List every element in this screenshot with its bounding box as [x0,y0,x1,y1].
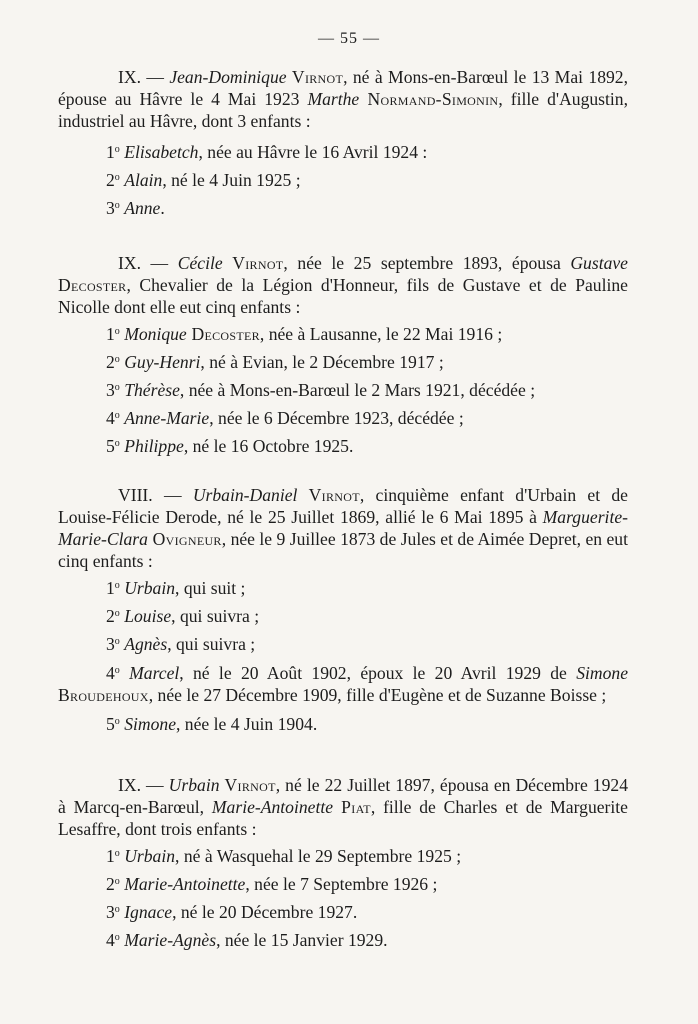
child-details: , née au Hâvre le 16 Avril 1924 : [198,142,428,162]
child-details: , née à Mons-en-Barœul le 2 Mars 1921, décédée ; [179,380,536,400]
child-name: Marie-Antoinette [124,874,246,894]
child-details: , née le 27 Décembre 1909, fille d'Eugène et de Suzanne Boisse ; [148,685,607,705]
child-number: 2 [106,874,115,894]
child-name: Urbain [124,846,176,866]
child-number: 1 [106,324,115,344]
section-intro [58,484,628,572]
generation-label: IX. — [118,67,170,87]
generation-label: IX. — [118,253,178,273]
child-item [58,348,628,376]
child-item [58,432,628,460]
child-name: Marcel [129,663,180,683]
child-number: 4 [106,930,115,950]
child-details: , né à Wasquehal le 29 Septembre 1925 ; [175,846,462,866]
surname: Virnot [222,253,284,273]
child-item [58,404,628,432]
child-item [58,376,628,404]
page-number: — 55 — [318,30,380,47]
child-details: , qui suivra ; [171,606,260,626]
child-item [58,710,628,738]
child-name: Agnès [124,634,168,654]
child-item [58,630,628,658]
spouse-surname: Piat [333,797,371,817]
ordinal-marker: o [114,876,120,887]
child-name: Marie-Agnès [124,930,217,950]
spouse-surname: Ovigneur [147,529,222,549]
section-intro [58,66,628,132]
intro-text: , cinquième enfant d'Urbain et de Louise-Félicie Derode, né le 25 Juillet 1869, allié le 6 Mai 1895 à [58,485,628,527]
ordinal-marker: o [114,354,120,365]
child-details: , qui suivra ; [167,634,256,654]
child-name: Anne-Marie [124,408,210,428]
section-urbain [58,774,628,954]
child-details: , née le 7 Septembre 1926 ; [245,874,438,894]
child-name: Elisabetch [124,142,199,162]
child-item [58,870,628,898]
ordinal-marker: o [114,326,120,337]
ordinal-marker: o [114,636,120,647]
intro-text: , fille de Charles et de Marguerite Lesaffre, dont trois enfants : [58,797,628,839]
ordinal-marker: o [114,716,120,727]
surname: Virnot [297,485,360,505]
child-number: 5 [106,714,115,734]
child-details: , né le 4 Juin 1925 ; [162,170,301,190]
child-surname: Decoster [186,324,260,344]
child-details: , née le 6 Décembre 1923, décédée ; [209,408,464,428]
surname: Virnot [286,67,344,87]
child-details: , né le 16 Octobre 1925. [183,436,354,456]
child-details: , né le 20 Décembre 1927. [172,902,358,922]
intro-text: , fille d'Augustin, industriel au Hâvre, dont 3 enfants : [58,89,628,131]
intro-text: , Chevalier de la Légion d'Honneur, fils de Gustave et de Pauline Nicolle dont elle eut cinq enfants : [58,275,628,317]
child-name: Ignace [124,902,173,922]
child-item [58,574,628,602]
section-jean-dominique [58,66,628,222]
section-cecile [58,252,628,460]
generation-label: IX. — [118,775,169,795]
child-item [58,926,628,954]
child-item [58,320,628,348]
ordinal-marker: o [114,172,120,183]
generation-label: VIII. — [118,485,193,505]
child-details: . [160,198,165,218]
child-item [58,898,628,926]
ordinal-marker: o [114,608,120,619]
child-number: 5 [106,436,115,456]
child-number: 1 [106,142,115,162]
child-item [58,138,628,166]
child-details: , qui suit ; [175,578,246,598]
ordinal-marker: o [114,580,120,591]
section-intro [58,774,628,840]
person-name: Jean-Dominique [169,67,287,87]
child-number: 2 [106,352,115,372]
spouse-surname: Normand-Simonin [359,89,499,109]
child-details: , né le 20 Août 1902, époux le 20 Avril 1929 de [179,663,577,683]
child-number: 2 [106,606,115,626]
child-name: Monique [124,324,187,344]
child-details: , née à Lausanne, le 22 Mai 1916 ; [259,324,503,344]
child-number: 4 [106,408,115,428]
spouse-name: Marie-Antoinette [211,797,334,817]
ordinal-marker: o [114,200,120,211]
child-number: 1 [106,578,115,598]
child-item [58,842,628,870]
ordinal-marker: o [114,438,120,449]
child-name: Anne [124,198,161,218]
section-urbain-daniel [58,484,628,738]
child-number: 3 [106,634,115,654]
child-number: 3 [106,902,115,922]
intro-text: , né à Mons-en-Barœul le 13 Mai 1892, épouse au Hâvre le 4 Mai 1923 [58,67,628,109]
child-name: Philippe [124,436,184,456]
spouse-name: Simone [576,663,628,683]
child-number: 4 [106,663,115,683]
child-name: Guy-Henri [124,352,201,372]
child-item [58,662,628,706]
child-details: , née le 4 Juin 1904. [176,714,318,734]
child-name: Urbain [124,578,176,598]
ordinal-marker: o [114,848,120,859]
child-number: 3 [106,380,115,400]
child-number: 1 [106,846,115,866]
ordinal-marker: o [114,932,120,943]
intro-text: , né le 22 Juillet 1897, épousa en Décembre 1924 à Marcq-en-Barœul, [58,775,628,817]
ordinal-marker: o [114,410,120,421]
child-item [58,602,628,630]
child-name: Alain [124,170,163,190]
person-name: Urbain [168,775,220,795]
spouse-surname: Decoster [58,275,127,295]
child-details: , né à Evian, le 2 Décembre 1917 ; [200,352,444,372]
ordinal-marker: o [114,144,120,155]
intro-text: , née le 25 septembre 1893, épousa [283,253,571,273]
person-name: Cécile [177,253,223,273]
child-name: Louise [124,606,172,626]
ordinal-marker: o [114,665,120,676]
child-number: 2 [106,170,115,190]
spouse-name: Marguerite-Marie-Clara [58,507,628,549]
spouse-name: Marthe [307,89,360,109]
spouse-name: Gustave [570,253,628,273]
intro-text: , née le 9 Juillee 1873 de Jules et de Aimée Depret, en eut cinq enfants : [58,529,628,571]
child-item [58,194,628,222]
child-name: Simone [124,714,176,734]
child-number: 3 [106,198,115,218]
child-name: Thérèse [124,380,180,400]
child-details: , née le 15 Janvier 1929. [216,930,388,950]
section-intro [58,252,628,318]
surname: Virnot [219,775,276,795]
ordinal-marker: o [114,904,120,915]
person-name: Urbain-Daniel [192,485,298,505]
child-item [58,166,628,194]
spouse-surname: Broudehoux [58,685,149,705]
ordinal-marker: o [114,382,120,393]
